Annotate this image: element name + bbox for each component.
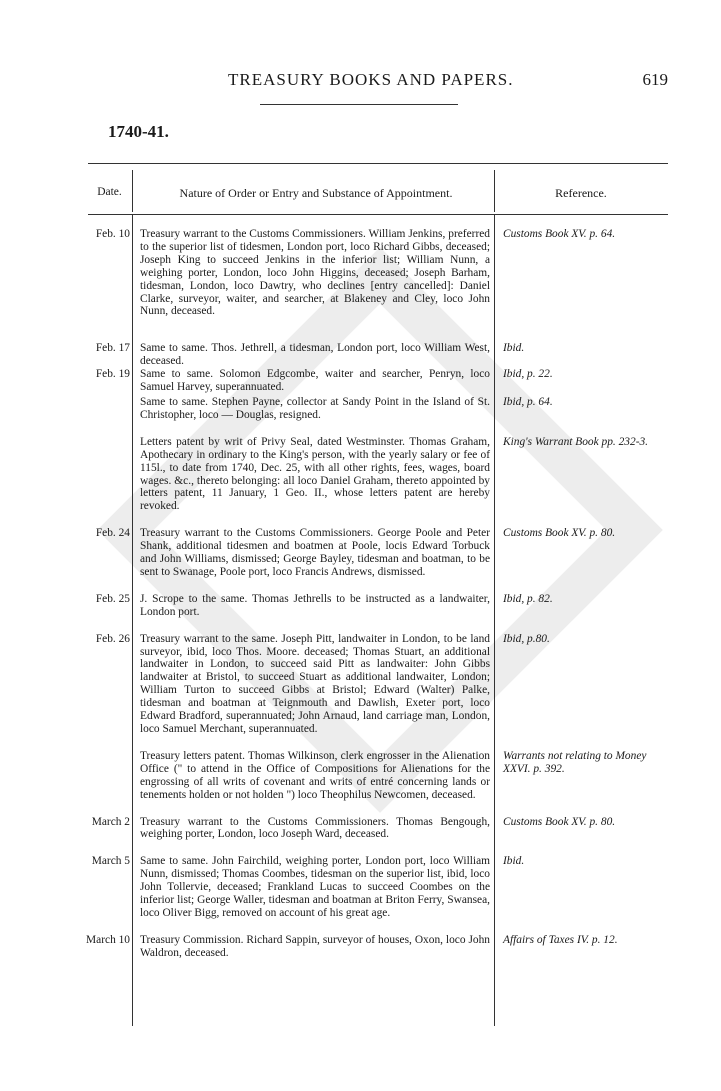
header-rule <box>260 104 458 105</box>
entry-reference: Customs Book XV. p. 80. <box>503 527 616 540</box>
entry-date: March 10 <box>86 933 130 946</box>
entry-reference: Ibid. <box>503 342 525 355</box>
entry-reference: Ibid. <box>503 855 525 868</box>
entry-reference: Warrants not relating to Money XXVI. p. 392. <box>503 749 647 775</box>
entry-date: Feb. 24 <box>95 527 130 540</box>
entry-text: Same to same. Stephen Payne, collector at Sandy Point in the Island of St. Christopher, loco — Douglas, resigned. <box>140 395 490 421</box>
entry-reference: King's Warrant Book pp. 232-3. <box>503 435 649 448</box>
entry-date: Feb. 10 <box>95 228 130 240</box>
table-header <box>88 170 668 212</box>
column-header-reference: Reference. <box>555 186 607 200</box>
column-divider <box>132 170 133 212</box>
entry-date: Feb. 17 <box>95 342 130 355</box>
entry-row <box>0 593 721 619</box>
entry-row <box>0 368 721 394</box>
entry-text: J. Scrope to the same. Thomas Jethrells to be instructed as a landwaiter, London port. <box>140 592 490 618</box>
entry-text: Same to same. Solomon Edgcombe, waiter and searcher, Penryn, loco Samuel Harvey, superannuated. <box>140 368 490 394</box>
entry-row <box>0 527 721 579</box>
entry-reference: Affairs of Taxes IV. p. 12. <box>503 933 618 946</box>
entry-text: Treasury warrant to the same. Joseph Pitt, landwaiter in London, to be land surveyor, ibid, loco Thos. Moore. deceased; Thomas Stuart, an additional landwaiter in London, to succeed said Pitt as landwaiter: John Gibbs landwaiter at Bristol, to succeed Stuart as additional landwaiter, London; William Turton to succeed Gibbs at Bristol; Edward (Walter) Palke, tidesman and boatman at Teignmouth and Dawlish, Exeter port, loco Edward Bradford, superannuated; John Arnaud, land carriage man, London, loco Samuel Merchant, superannuated. <box>140 632 490 735</box>
entry-date: Feb. 25 <box>95 592 130 605</box>
entry-date: Feb. 19 <box>95 368 130 381</box>
entry-reference: Ibid, p. 64. <box>503 395 553 408</box>
entry-text: Same to same. John Fairchild, weighing porter, London port, loco William Nunn, dismissed; Thomas Coombes, tidesman on the superior list, ibid, loco John Tollervie, deceased; Frankland Lucas to succeed Coombes on the inferior list; George Waller, tidesman and boatman at Briton Ferry, Swansea, loco Oliver Bigg, removed on account of his great age. <box>140 855 490 919</box>
entry-text: Treasury warrant to the Customs Commissioners. William Jenkins, preferred to the superior list of tidesmen, London port, loco Richard Gibbs, deceased; Joseph King to succeed Jenkins in the inferior list; William Nunn, a weighing porter, London, loco John Higgins, deceased; Joseph Barham, tidesman, London, loco Dawtry, who declines [entry cancelled]: Daniel Clarke, surveyor, waiter, and searcher, at Blakeney and Cley, loco John Nunn, deceased. <box>140 228 490 318</box>
page-title: TREASURY BOOKS AND PAPERS. <box>228 70 514 89</box>
page-number: 619 <box>642 70 668 89</box>
column-header-nature: Nature of Order or Entry and Substance of Appointment. <box>179 186 453 200</box>
entry-date: March 2 <box>91 815 130 828</box>
entry-row <box>0 633 721 736</box>
entry-row <box>0 436 721 513</box>
entry-row <box>0 750 721 802</box>
entry-text: Letters patent by writ of Privy Seal, dated Westminster. Thomas Graham, Apothecary in ordinary to the King's person, with the yearly salary or fee of 115l., to date from 1740, Dec. 25, with all other rights, fees, wages, board wages. &c., thereto belonging: all loco Daniel Graham, thereto appointed by letters patent, 11 January, 1 Geo. II., whose letters patent are hereby revoked. <box>140 435 490 513</box>
entry-text: Treasury warrant to the Customs Commissioners. Thomas Bengough, weighing porter, London, loco Joseph Ward, deceased. <box>140 815 490 841</box>
entry-reference: Customs Book XV. p. 80. <box>503 815 616 828</box>
entry-reference: Customs Book XV. p. 64. <box>503 228 616 240</box>
entry-reference: Ibid, p. 82. <box>503 592 553 605</box>
entry-text: Same to same. Thos. Jethrell, a tidesman, London port, loco William West, deceased. <box>140 342 490 368</box>
column-divider <box>494 170 495 212</box>
column-header-date: Date. <box>97 186 122 198</box>
entry-reference: Ibid, p.80. <box>503 632 550 645</box>
entry-date: March 5 <box>91 855 130 868</box>
running-head <box>0 70 721 94</box>
entry-date: Feb. 26 <box>95 632 130 645</box>
entry-row <box>0 855 721 920</box>
entry-row <box>0 816 721 842</box>
entry-row <box>0 396 721 422</box>
entry-row <box>0 342 721 368</box>
entry-text: Treasury warrant to the Customs Commissioners. George Poole and Peter Shank, additional tidesmen and boatmen at Poole, locis Edward Torbuck and John Williams, dismissed; George Bayley, tidesman and boatman, to be sent to Swanage, Poole port, loco Francis Andrews, dismissed. <box>140 527 490 578</box>
table-header-rule <box>88 214 668 215</box>
entry-list <box>0 228 721 960</box>
table-top-rule <box>88 163 668 164</box>
entry-reference: Ibid, p. 22. <box>503 368 553 381</box>
entry-row <box>0 934 721 960</box>
entry-text: Treasury letters patent. Thomas Wilkinson, clerk engrosser in the Alienation Office (" to attend in the Office of Compositions for Alienations for the engrossing of all writs of covenant and writs of entré concerning lands or tenements holden or not holden ") loco Theophilus Newcomen, deceased. <box>140 749 490 801</box>
year-heading: 1740-41. <box>108 122 169 141</box>
entry-row <box>0 228 721 318</box>
entry-text: Treasury Commission. Richard Sappin, surveyor of houses, Oxon, loco John Waldron, deceased. <box>140 933 490 959</box>
